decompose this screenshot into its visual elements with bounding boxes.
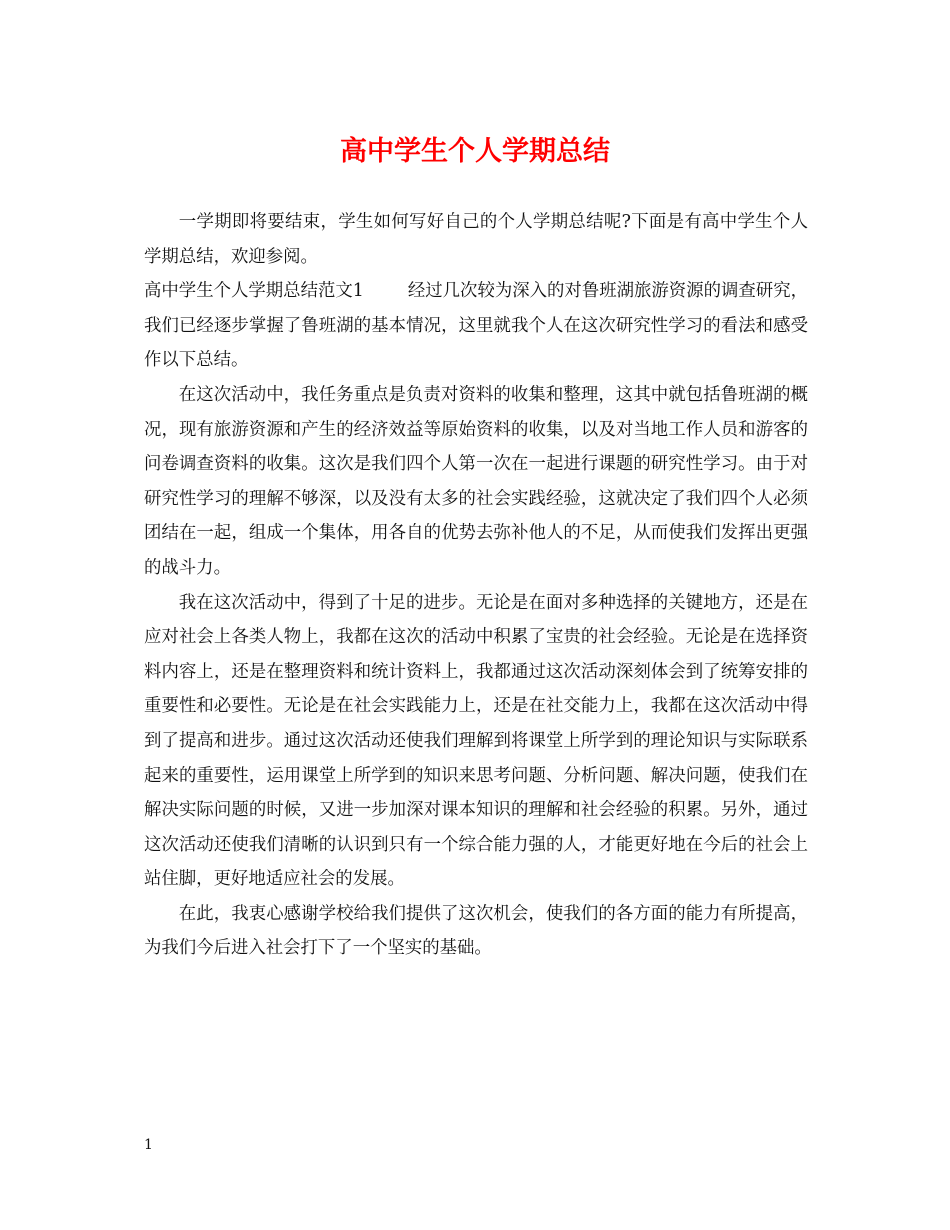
- page-number: 1: [144, 1137, 153, 1153]
- body-paragraph-2: 在这次活动中，我任务重点是负责对资料的收集和整理，这其中就包括鲁班湖的概况，现有旅游资源和产生的经济效益等原始资料的收集，以及对当地工作人员和游客的问卷调查资料的收集。这次是我们四个人第一次在一起进行课题的研究性学习。由于对研究性学习的理解不够深，以及没有太多的社会实践经验，这就决定了我们四个人必须团结在一起，组成一个集体，用各自的优势去弥补他人的不足，从而使我们发挥出更强的战斗力。: [144, 384, 808, 578]
- intro-paragraph: 一学期即将要结束，学生如何写好自己的个人学期总结呢?下面是有高中学生个人学期总结，欢迎参阅。: [144, 212, 808, 267]
- document-title: 高中学生个人学期总结: [340, 136, 610, 167]
- body-paragraph-3: 我在这次活动中，得到了十足的进步。无论是在面对多种选择的关键地方，还是在应对社会上各类人物上，我都在这次的活动中积累了宝贵的社会经验。无论是在选择资料内容上，还是在整理资料和统计资料上，我都通过这次活动深刻体会到了统筹安排的重要性和必要性。无论是在社会实践能力上，还是在社交能力上，我都在这次活动中得到了提高和进步。通过这次活动还使我们理解到将课堂上所学到的理论知识与实际联系起来的重要性，运用课堂上所学到的知识来思考问题、分析问题、解决问题，使我们在解决实际问题的时候，又进一步加深对课本知识的理解和社会经验的积累。另外，通过这次活动还使我们清晰的认识到只有一个综合能力强的人，才能更好地在今后的社会上站住脚，更好地适应社会的发展。: [144, 592, 808, 890]
- sample-first-text: 经过几次较为深入的对鲁班湖旅游资源的调查研究，我们已经逐步掌握了鲁班湖的基本情况，这里就我个人在这次研究性学习的看法和感受作以下总结。: [144, 281, 808, 371]
- sample-heading: 高中学生个人学期总结范文1: [144, 281, 364, 302]
- body-paragraph-4: 在此，我衷心感谢学校给我们提供了这次机会，使我们的各方面的能力有所提高，为我们今后进入社会打下了一个坚实的基础。: [144, 903, 808, 959]
- document-body: [144, 205, 808, 966]
- sample-paragraph: [144, 274, 808, 378]
